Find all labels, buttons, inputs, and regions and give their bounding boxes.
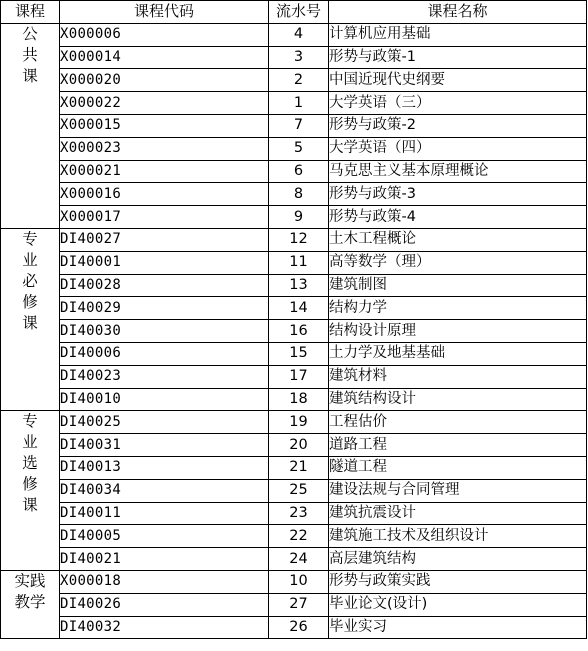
serial-number-cell: 17 xyxy=(269,365,329,388)
serial-number-cell: 7 xyxy=(269,114,329,137)
course-name-cell: 结构力学 xyxy=(329,297,587,320)
category-char: 业 xyxy=(22,433,38,452)
course-code-cell: X000018 xyxy=(60,570,269,593)
serial-number-cell: 16 xyxy=(269,320,329,343)
table-header xyxy=(1,1,587,24)
serial-number-cell: 4 xyxy=(269,23,329,46)
table-row xyxy=(1,342,587,365)
serial-number-cell: 13 xyxy=(269,274,329,297)
course-name-cell: 结构设计原理 xyxy=(329,320,587,343)
header-serial: 流水号 xyxy=(269,1,329,24)
serial-number-cell: 20 xyxy=(269,434,329,457)
course-name-cell: 建设法规与合同管理 xyxy=(329,479,587,502)
course-name-cell: 大学英语（四） xyxy=(329,137,587,160)
course-code-cell: DI40001 xyxy=(60,251,269,274)
table-row xyxy=(1,502,587,525)
course-name-cell: 工程估价 xyxy=(329,411,587,434)
course-name-cell: 中国近现代史纲要 xyxy=(329,69,587,92)
table-row xyxy=(1,92,587,115)
table-row xyxy=(1,297,587,320)
table-row xyxy=(1,183,587,206)
course-code-cell: DI40005 xyxy=(60,525,269,548)
course-name-cell: 形势与政策-1 xyxy=(329,46,587,69)
course-code-cell: X000006 xyxy=(60,23,269,46)
header-code: 课程代码 xyxy=(60,1,269,24)
course-name-cell: 土力学及地基基础 xyxy=(329,342,587,365)
serial-number-cell: 22 xyxy=(269,525,329,548)
serial-number-cell: 18 xyxy=(269,388,329,411)
serial-number-cell: 21 xyxy=(269,456,329,479)
table-row xyxy=(1,114,587,137)
serial-number-cell: 19 xyxy=(269,411,329,434)
category-cell xyxy=(1,570,60,638)
serial-number-cell: 9 xyxy=(269,206,329,229)
table-row xyxy=(1,274,587,297)
category-char: 课 xyxy=(22,496,38,515)
serial-number-cell: 2 xyxy=(269,69,329,92)
course-name-cell: 形势与政策-4 xyxy=(329,206,587,229)
category-char: 课 xyxy=(22,313,38,332)
serial-number-cell: 24 xyxy=(269,548,329,571)
course-name-cell: 大学英语（三） xyxy=(329,92,587,115)
serial-number-cell: 25 xyxy=(269,479,329,502)
table-row xyxy=(1,593,587,616)
course-code-cell: X000014 xyxy=(60,46,269,69)
course-name-cell: 建筑施工技术及组织设计 xyxy=(329,525,587,548)
serial-number-cell: 6 xyxy=(269,160,329,183)
category-char: 修 xyxy=(22,292,38,311)
table-row xyxy=(1,548,587,571)
course-name-cell: 毕业实习 xyxy=(329,616,587,639)
category-char: 公 xyxy=(22,24,38,43)
course-code-cell: DI40011 xyxy=(60,502,269,525)
table-row xyxy=(1,251,587,274)
course-name-cell: 形势与政策实践 xyxy=(329,570,587,593)
table-row xyxy=(1,23,587,46)
course-name-cell: 建筑结构设计 xyxy=(329,388,587,411)
header-name: 课程名称 xyxy=(329,1,587,24)
category-char: 专 xyxy=(22,229,38,248)
course-name-cell: 建筑材料 xyxy=(329,365,587,388)
course-code-cell: DI40032 xyxy=(60,616,269,639)
table-row xyxy=(1,46,587,69)
table-row xyxy=(1,320,587,343)
course-code-cell: DI40030 xyxy=(60,320,269,343)
course-code-cell: DI40028 xyxy=(60,274,269,297)
table-row xyxy=(1,616,587,639)
course-code-cell: DI40021 xyxy=(60,548,269,571)
table-row xyxy=(1,137,587,160)
course-code-cell: DI40026 xyxy=(60,593,269,616)
course-name-cell: 高层建筑结构 xyxy=(329,548,587,571)
category-cell xyxy=(1,228,60,410)
category-cell xyxy=(1,23,60,228)
serial-number-cell: 27 xyxy=(269,593,329,616)
course-name-cell: 毕业论文(设计) xyxy=(329,593,587,616)
course-code-cell: DI40023 xyxy=(60,365,269,388)
serial-number-cell: 10 xyxy=(269,570,329,593)
header-category: 课程 xyxy=(1,1,60,24)
category-char: 必 xyxy=(22,271,38,290)
course-name-cell: 建筑制图 xyxy=(329,274,587,297)
table-row xyxy=(1,570,587,593)
category-char: 共 xyxy=(22,45,38,64)
serial-number-cell: 11 xyxy=(269,251,329,274)
course-name-cell: 计算机应用基础 xyxy=(329,23,587,46)
category-char: 修 xyxy=(22,475,38,494)
category-char: 业 xyxy=(22,250,38,269)
course-code-cell: X000021 xyxy=(60,160,269,183)
table-row xyxy=(1,479,587,502)
course-code-cell: DI40031 xyxy=(60,434,269,457)
table-row xyxy=(1,69,587,92)
course-name-cell: 隧道工程 xyxy=(329,456,587,479)
serial-number-cell: 15 xyxy=(269,342,329,365)
table-row xyxy=(1,456,587,479)
serial-number-cell: 8 xyxy=(269,183,329,206)
category-char: 选 xyxy=(22,454,38,473)
category-char: 课 xyxy=(22,66,38,85)
serial-number-cell: 14 xyxy=(269,297,329,320)
course-code-cell: X000016 xyxy=(60,183,269,206)
course-code-cell: DI40006 xyxy=(60,342,269,365)
category-char: 实践 xyxy=(14,571,46,590)
course-code-cell: DI40025 xyxy=(60,411,269,434)
course-code-cell: DI40013 xyxy=(60,456,269,479)
table-row xyxy=(1,206,587,229)
course-code-cell: DI40034 xyxy=(60,479,269,502)
course-code-cell: X000022 xyxy=(60,92,269,115)
course-name-cell: 高等数学（理） xyxy=(329,251,587,274)
course-name-cell: 土木工程概论 xyxy=(329,228,587,251)
serial-number-cell: 3 xyxy=(269,46,329,69)
course-code-cell: DI40027 xyxy=(60,228,269,251)
course-code-cell: DI40010 xyxy=(60,388,269,411)
course-name-cell: 形势与政策-2 xyxy=(329,114,587,137)
course-code-cell: X000017 xyxy=(60,206,269,229)
course-code-cell: X000015 xyxy=(60,114,269,137)
table-row xyxy=(1,160,587,183)
course-name-cell: 建筑抗震设计 xyxy=(329,502,587,525)
table-row xyxy=(1,388,587,411)
table-row xyxy=(1,434,587,457)
course-name-cell: 马克思主义基本原理概论 xyxy=(329,160,587,183)
table-row xyxy=(1,411,587,434)
category-char: 教学 xyxy=(14,592,46,611)
header-row xyxy=(1,1,587,24)
table-row xyxy=(1,365,587,388)
serial-number-cell: 26 xyxy=(269,616,329,639)
table-row xyxy=(1,228,587,251)
serial-number-cell: 1 xyxy=(269,92,329,115)
course-code-cell: X000023 xyxy=(60,137,269,160)
course-name-cell: 形势与政策-3 xyxy=(329,183,587,206)
table-body xyxy=(1,23,587,639)
serial-number-cell: 23 xyxy=(269,502,329,525)
category-cell xyxy=(1,411,60,571)
course-code-cell: X000020 xyxy=(60,69,269,92)
serial-number-cell: 12 xyxy=(269,228,329,251)
course-code-cell: DI40029 xyxy=(60,297,269,320)
course-name-cell: 道路工程 xyxy=(329,434,587,457)
table-row xyxy=(1,525,587,548)
serial-number-cell: 5 xyxy=(269,137,329,160)
category-char: 专 xyxy=(22,412,38,431)
